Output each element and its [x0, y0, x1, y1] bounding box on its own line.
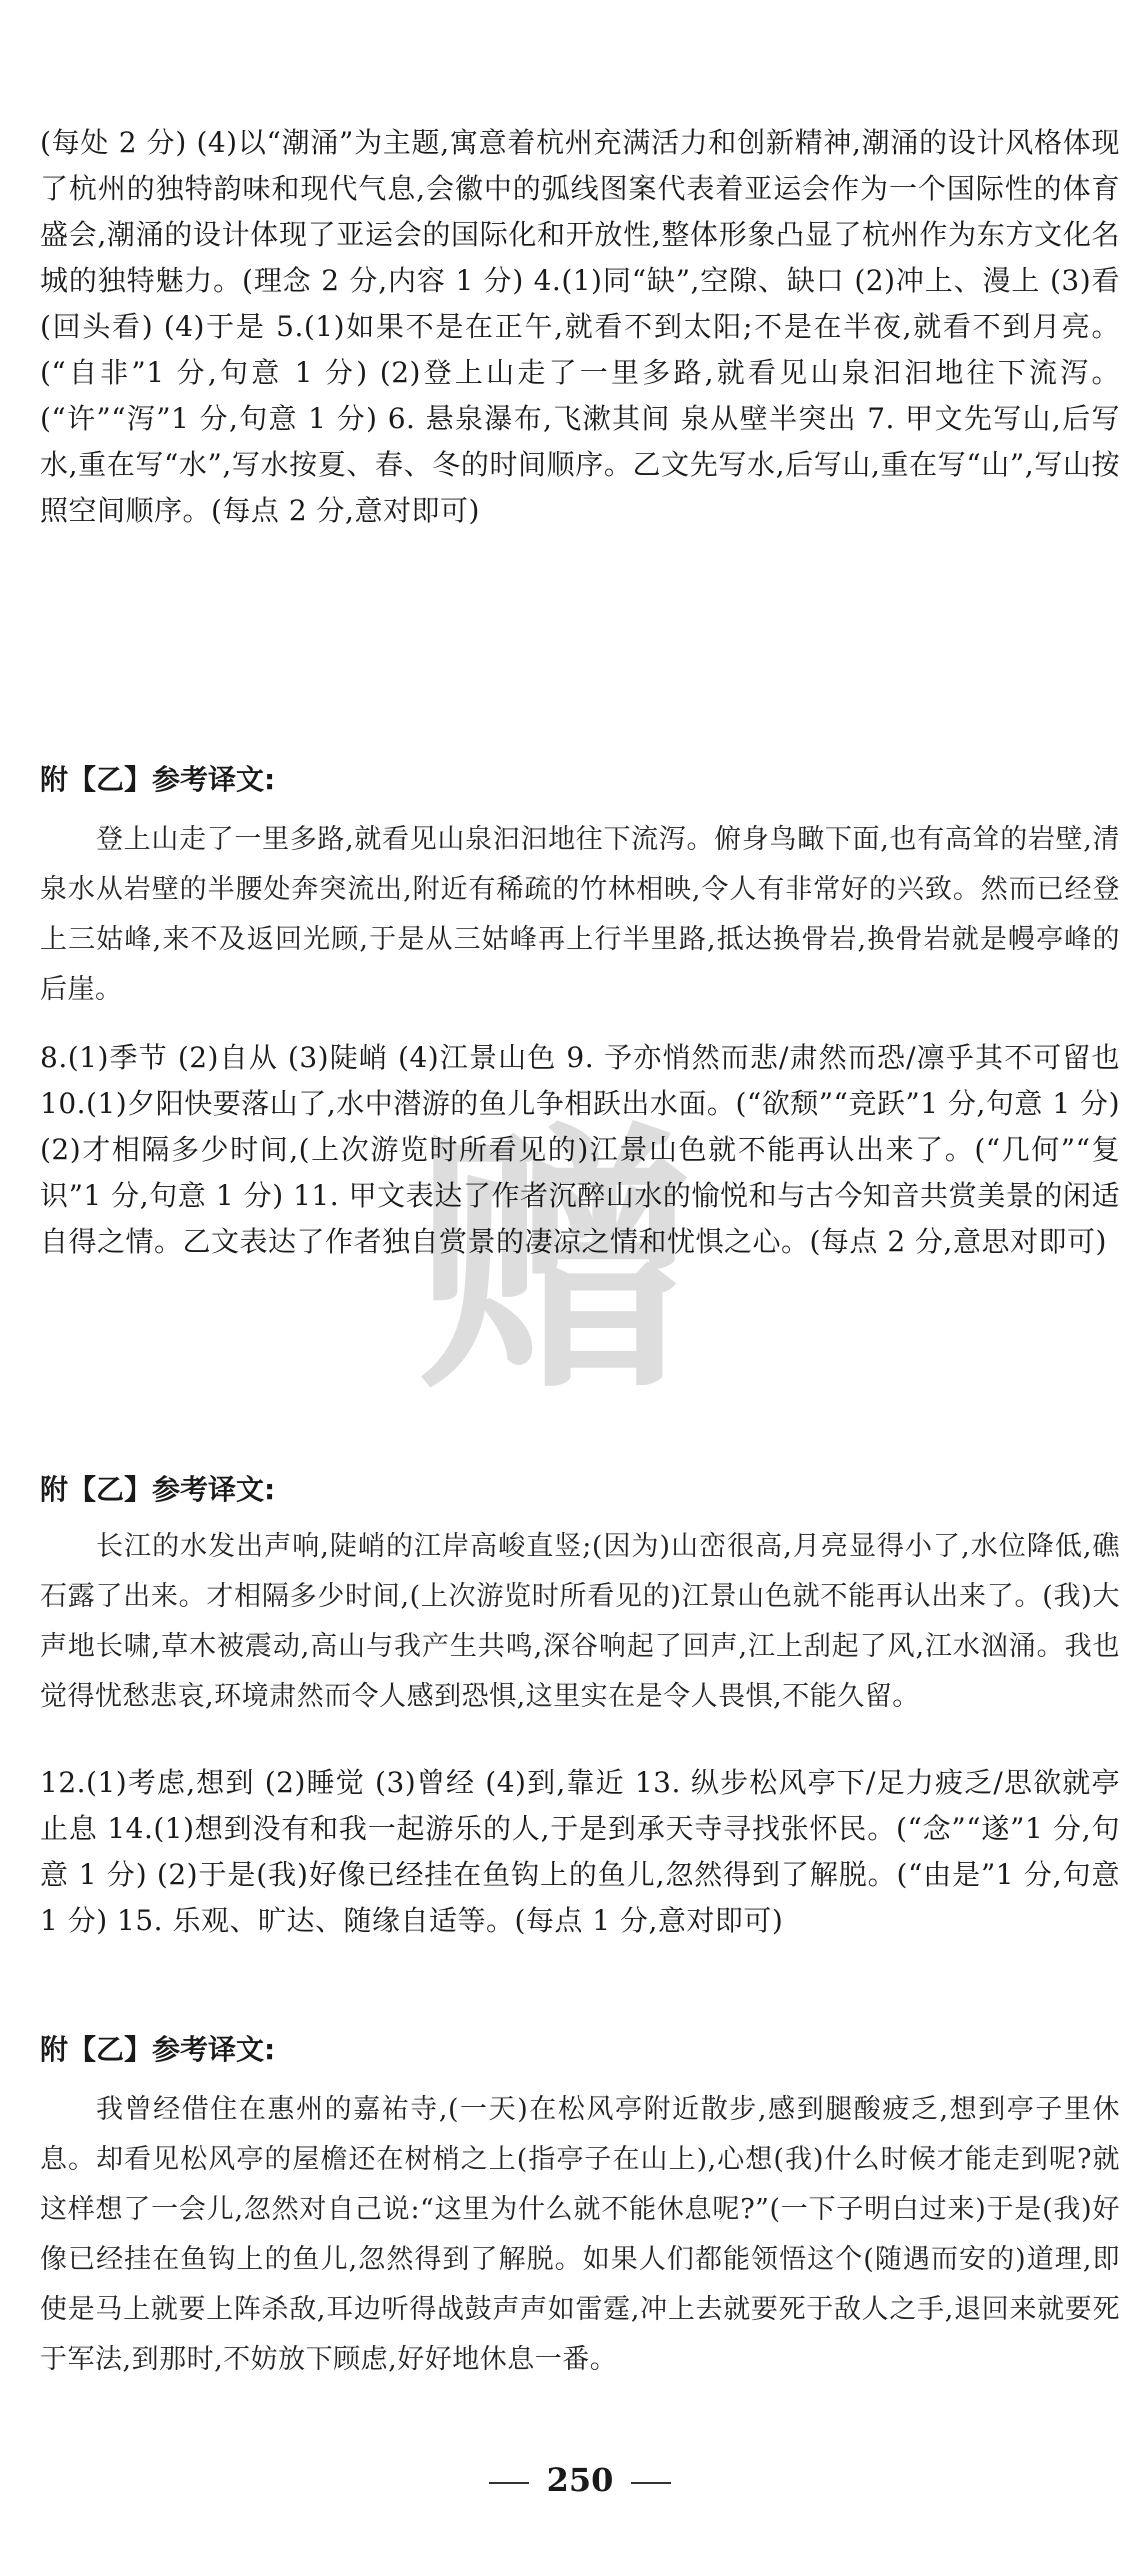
answers-section-2: 8.(1)季节 (2)自从 (3)陡峭 (4)江景山色 9. 予亦悄然而悲/肃然而恐/凛乎其不可留也 10.(1)夕阳快要落山了,水中潜游的鱼儿争相跃出水面。(“欲颓”“竞跃”1 分,句意 1 分) (2)才相隔多少时间,(上次游览时所看见的)江景山色就不能再认出来了。(“几何”“复识”1 分,句意 1 分) 11. 甲文表达了作者沉醉山水的愉悦和与古今知音共赏美景的闲适自得之情。乙文表达了作者独自赏景的凄凉之情和忧惧之心。(每点 2 分,意思对即可) — [40, 1041, 1120, 1258]
watermark-graphic — [390, 1090, 720, 1420]
page-number-value: 250 — [546, 2461, 614, 2499]
translation-heading-3: 附【乙】参考译文: — [40, 2033, 276, 2066]
translation-text-1: 登上山走了一里多路,就看见山泉汩汩地往下流泻。俯身鸟瞰下面,也有高耸的岩壁,清泉水从岩壁的半腰处奔突流出,附近有稀疏的竹林相映,令人有非常好的兴致。然而已经登上三姑峰,来不及返回光顾,于是从三姑峰再上行半里路,抵达换骨岩,换骨岩就是幔亭峰的后崖。 — [40, 824, 1120, 1005]
page-number — [40, 2460, 1120, 2500]
answers-section-1: (每处 2 分) (4)以“潮涌”为主题,寓意着杭州充满活力和创新精神,潮涌的设计风格体现了杭州的独特韵味和现代气息,会徽中的弧线图案代表着亚运会作为一个国际性的体育盛会,潮涌的设计体现了亚运会的国际化和开放性,整体形象凸显了杭州作为东方文化名城的独特魅力。(理念 2 分,内容 1 分) 4.(1)同“缺”,空隙、缺口 (2)冲上、漫上 (3)看(回头看) (4)于是 5.(1)如果不是在正午,就看不到太阳;不是在半夜,就看不到月亮。(“自非”1 分,句意 1 分) (2)登上山走了一里多路,就看见山泉汩汩地往下流泻。(“许”“泻”1 分,句意 1 分) 6. 悬泉瀑布,飞漱其间 泉从壁半突出 7. 甲文先写山,后写水,重在写“水”,写水按夏、春、冬的时间顺序。乙文先写水,后写山,重在写“山”,写山按照空间顺序。(每点 2 分,意对即可) — [40, 126, 1120, 527]
answers-section-3: 12.(1)考虑,想到 (2)睡觉 (3)曾经 (4)到,靠近 13. 纵步松风亭下/足力疲乏/思欲就亭止息 14.(1)想到没有和我一起游乐的人,于是到承天寺寻找张怀民。(“念”“遂”1 分,句意 1 分) (2)于是(我)好像已经挂在鱼钩上的鱼儿,忽然得到了解脱。(“由是”1 分,句意 1 分) 15. 乐观、旷达、随缘自适等。(每点 1 分,意对即可) — [40, 1766, 1120, 1937]
translation-heading-2: 附【乙】参考译文: — [40, 1473, 276, 1506]
translation-heading-1: 附【乙】参考译文: — [40, 763, 276, 796]
watermark-stamp — [390, 1090, 720, 1420]
left-dash — [489, 2482, 529, 2484]
translation-text-2: 长江的水发出声响,陡峭的江岸高峻直竖;(因为)山峦很高,月亮显得小了,水位降低,礁石露了出来。才相隔多少时间,(上次游览时所看见的)江景山色就不能再认出来了。(我)大声地长啸,草木被震动,高山与我产生共鸣,深谷响起了回声,江上刮起了风,江水汹涌。我也觉得忧愁悲哀,环境肃然而令人感到恐惧,这里实在是令人畏惧,不能久留。 — [40, 1531, 1120, 1712]
watermark-character: 赠 — [415, 1101, 695, 1420]
translation-text-3: 我曾经借住在惠州的嘉祐寺,(一天)在松风亭附近散步,感到腿酸疲乏,想到亭子里休息。却看见松风亭的屋檐还在树梢之上(指亭子在山上),心想(我)什么时候才能走到呢?就这样想了一会儿,忽然对自己说:“这里为什么就不能休息呢?”(一下子明白过来)于是(我)好像已经挂在鱼钩上的鱼儿,忽然得到了解脱。如果人们都能领悟这个(随遇而安的)道理,即使是马上就要上阵杀敌,耳边听得战鼓声声如雷霆,冲上去就要死于敌人之手,退回来就要死于军法,到那时,不妨放下顾虑,好好地休息一番。 — [40, 2094, 1120, 2375]
right-dash — [631, 2482, 671, 2484]
